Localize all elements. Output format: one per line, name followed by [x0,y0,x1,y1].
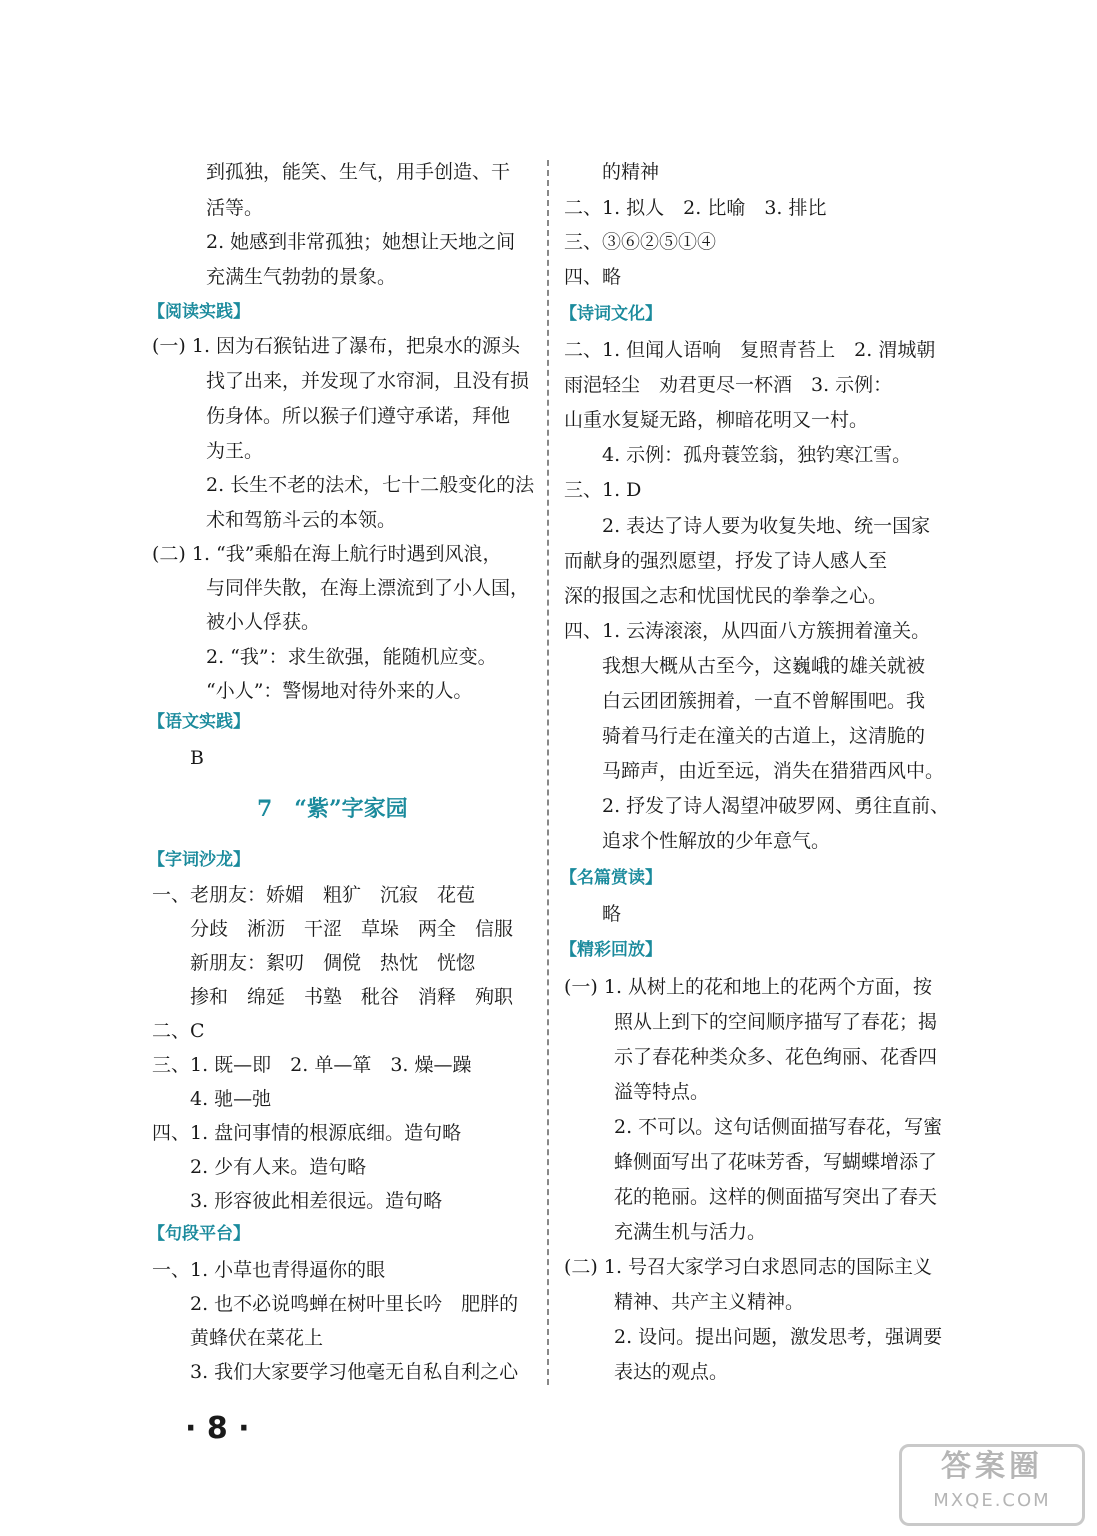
text-line: 三、③⑥②⑤①④ [564,231,717,253]
text-line: 山重水复疑无路，柳暗花明又一村。 [564,409,869,431]
text-line: 新朋友：絮叨 倜傥 热忱 恍惚 [190,952,476,974]
text-line: 三、1. 既—即 2. 单—箪 3. 燥—躁 [152,1054,472,1076]
text-line: 而献身的强烈愿望，抒发了诗人感人至 [564,550,888,572]
text-line: 掺和 绵延 书塾 秕谷 消释 殉职 [190,986,514,1008]
text-line: 马蹄声，由近至远，消失在猎猎西风中。 [602,760,945,782]
text-line: 四、略 [564,266,622,288]
text-line: 2. 不可以。这句话侧面描写春花，写蜜 [614,1116,943,1138]
text-line: 被小人俘获。 [206,611,321,633]
text-line: 二、C [152,1020,205,1042]
text-line: 2. 也不必说鸣蝉在树叶里长吟 肥胖的 [190,1293,519,1315]
text-line: 蜂侧面写出了花味芳香，写蝴蝶增添了 [614,1151,938,1173]
text-line: 2. 表达了诗人要为收复失地、统一国家 [602,515,931,537]
text-line: 二、1. 但闻人语响 复照青苔上 2. 渭城朝 [564,339,936,361]
text-line: 2. 少有人来。造句略 [190,1156,367,1178]
watermark-text: 答案圈 [941,1449,1043,1484]
text-line: 三、1. D [564,479,642,501]
text-line: 4. 驰—弛 [190,1088,272,1110]
text-line: 到孤独，能笑、生气，用手创造、干 [206,161,511,183]
watermark-logo [899,1444,1085,1526]
lesson-title: 7 “紫”字家园 [257,796,408,822]
text-line: 2. “我”：求生欲强，能随机应变。 [206,646,497,668]
text-line: 四、1. 盘问事情的根源底细。造句略 [152,1122,462,1144]
section-tag-classics: 【名篇赏读】 [560,868,662,888]
text-line: 溢等特点。 [614,1081,710,1103]
text-line: 充满生气勃勃的景象。 [206,266,397,288]
section-tag-highlights: 【精彩回放】 [560,940,662,960]
text-line: B [190,747,204,769]
section-tag-poetry: 【诗词文化】 [560,304,662,324]
text-line: 白云团团簇拥着，一直不曾解围吧。我 [602,690,926,712]
text-line: (二) 1. 号召大家学习白求恩同志的国际主义 [564,1256,933,1278]
text-line: 四、1. 云涛滚滚，从四面八方簇拥着潼关。 [564,620,931,642]
text-line: 照从上到下的空间顺序描写了春花；揭 [614,1011,938,1033]
page-number: · 8 · [185,1411,250,1446]
text-line: 为王。 [206,440,264,462]
text-line: 二、1. 拟人 2. 比喻 3. 排比 [564,197,827,219]
text-line: 花的艳丽。这样的侧面描写突出了春天 [614,1186,938,1208]
text-line: “小人”：警惕地对待外来的人。 [206,680,473,702]
text-line: 示了春花种类众多、花色绚丽、花香四 [614,1046,938,1068]
section-tag-vocabulary: 【字词沙龙】 [148,850,250,870]
text-line: 充满生机与活力。 [614,1221,767,1243]
text-line: 伤身体。所以猴子们遵守承诺，拜他 [206,405,511,427]
text-line: 精神、共产主义精神。 [614,1291,805,1313]
text-line: 的精神 [602,161,660,183]
text-line: 2. 长生不老的法术，七十二般变化的法 [206,474,535,496]
text-line: 4. 示例：孤舟蓑笠翁，独钓寒江雪。 [602,444,912,466]
text-line: 2. 设问。提出问题，激发思考，强调要 [614,1326,943,1348]
text-line: 3. 形容彼此相差很远。造句略 [190,1190,443,1212]
text-line: 分歧 淅沥 干涩 草垛 两全 信服 [190,918,514,940]
text-line: 2. 抒发了诗人渴望冲破罗网、勇往直前、 [602,795,950,817]
text-line: (一) 1. 因为石猴钻进了瀑布，把泉水的源头 [152,335,521,357]
text-line: 一、1. 小草也青得逼你的眼 [152,1259,386,1281]
section-tag-language-practice: 【语文实践】 [148,712,250,732]
text-line: 我想大概从古至今，这巍峨的雄关就被 [602,655,926,677]
section-tag-reading: 【阅读实践】 [148,302,250,322]
text-line: 雨浥轻尘 劝君更尽一杯酒 3. 示例： [564,374,893,396]
text-line: 术和驾筋斗云的本领。 [206,509,397,531]
column-divider [547,160,549,1385]
watermark-url: MXQE.COM [933,1490,1051,1511]
text-line: (一) 1. 从树上的花和地上的花两个方面，按 [564,976,933,998]
text-line: 与同伴失散，在海上漂流到了小人国， [206,577,530,599]
text-line: (二) 1. “我”乘船在海上航行时遇到风浪， [152,543,502,565]
text-line: 略 [602,903,622,925]
section-tag-sentences: 【句段平台】 [148,1224,250,1244]
text-line: 深的报国之志和忧国忧民的拳拳之心。 [564,585,888,607]
text-line: 活等。 [206,197,264,219]
text-line: 找了出来，并发现了水帘洞，且没有损 [206,370,530,392]
text-line: 追求个性解放的少年意气。 [602,830,831,852]
text-line: 一、老朋友：娇媚 粗犷 沉寂 花苞 [152,884,476,906]
text-line: 3. 我们大家要学习他毫无自私自利之心 [190,1361,519,1383]
text-line: 表达的观点。 [614,1361,729,1383]
text-line: 2. 她感到非常孤独；她想让天地之间 [206,231,516,253]
text-line: 黄蜂伏在菜花上 [190,1327,324,1349]
text-line: 骑着马行走在潼关的古道上，这清脆的 [602,725,926,747]
